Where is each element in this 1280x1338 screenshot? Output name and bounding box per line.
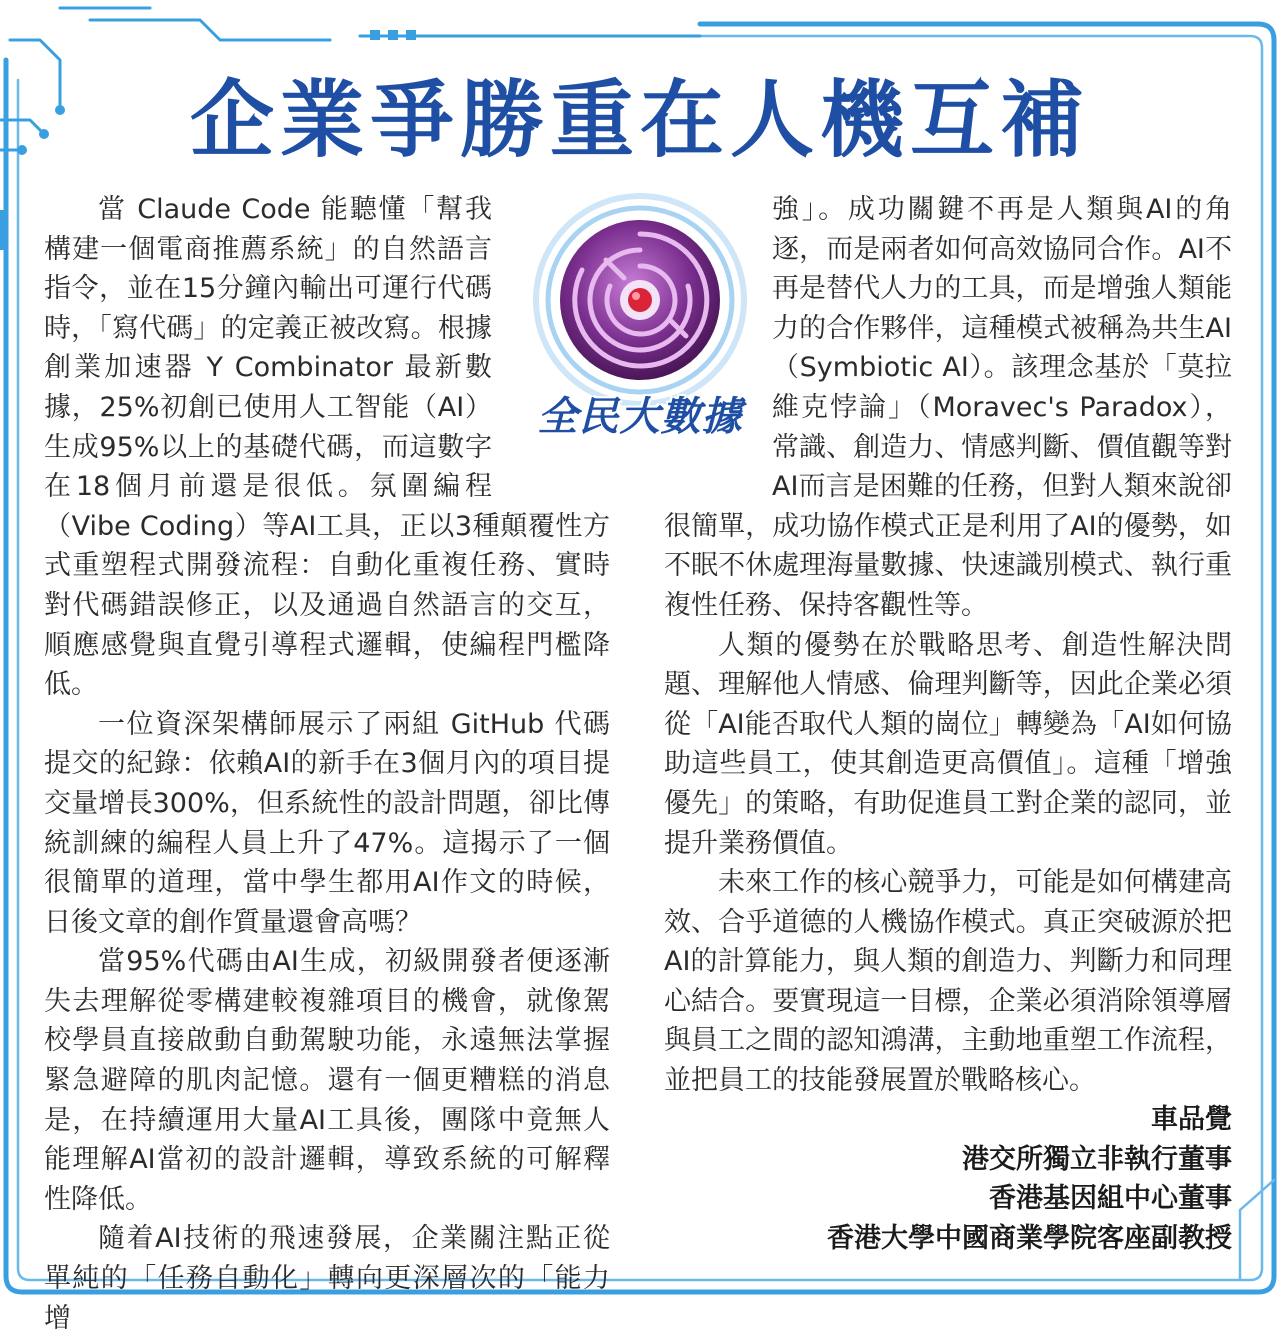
paragraph: 強」。成功關鍵不再是人類與AI的角逐，而是兩者如何高效協同合作。AI不再是替代人力的工具，而是增強人類能力的合作夥伴，這種模式被稱為共生AI（Symbiotic AI）。該理念基於「莫拉維克悖論」（Moravec's Paradox），常識、創造力、情感判斷、價值觀等對AI而言是困難的任務，但對人類來說卻很簡單，成功協作模式正是利用了AI的優勢，如不眠不休處理海量數據、快速識別模式、執行重複性任務、保持客觀性等。 (664, 194, 1232, 621)
emblem-wrap-space-left (492, 190, 610, 468)
article-column-left (44, 190, 610, 1338)
author-title: 香港大學中國商業學院客座副教授 (827, 1222, 1232, 1254)
paragraph: 一位資深架構師展示了兩組 GitHub 代碼提交的紀錄：依賴AI的新手在3個月內的項目提交量增長300%，但系統性的設計問題，卻比傳統訓練的編程人員上升了47%。這揭示了一個很簡單的道理，當中學生都用AI作文的時候，日後文章的創作質量還會高嗎？ (44, 708, 610, 938)
paragraph: 未來工作的核心競爭力，可能是如何構建高效、合乎道德的人機協作模式。真正突破源於把AI的計算能力，與人類的創造力、判斷力和同理心結合。要實現這一目標，企業必須消除領導層與員工之間的認知鴻溝，主動地重塑工作流程，並把員工的技能發展置於戰略核心。 (664, 867, 1232, 1097)
column-label: 全民大數據 (537, 394, 743, 440)
article-headline: 企業爭勝重在人機互補 (189, 70, 1090, 169)
author-byline (827, 1100, 1232, 1258)
paragraph: 隨着AI技術的飛速發展，企業關注點正從單純的「任務自動化」轉向更深層次的「能力增 (44, 1223, 610, 1334)
author-title: 港交所獨立非執行董事 (962, 1143, 1232, 1175)
paragraph: 當 Claude Code 能聽懂「幫我構建一個電商推薦系統」的自然語言指令，並在15分鐘內輸出可運行代碼時，「寫代碼」的定義正被改寫。根據創業加速器 Y Combinator 最新數據，25%初創已使用人工智能（AI）生成95%以上的基礎代碼，而這數字在18個月前還是很低。氛圍編程（Vibe Coding）等AI工具，正以3種顛覆性方式重塑程式開發流程：自動化重複任務、實時對代碼錯誤修正，以及通過自然語言的交互，順應感覺與直覺引導程式邏輯，使編程門檻降低。 (44, 194, 610, 701)
paragraph: 人類的優勢在於戰略思考、創造性解決問題、理解他人情感、倫理判斷等，因此企業必須從「AI能否取代人類的崗位」轉變為「AI如何協助這些員工，使其創造更高價值」。這種「增強優先」的策略，有助促進員工對企業的認同，並提升業務價值。 (664, 629, 1232, 859)
author-title: 香港基因組中心董事 (989, 1183, 1232, 1215)
emblem-wrap-space-right (664, 190, 772, 468)
article-column-right (664, 190, 1232, 1101)
paragraph: 當95%代碼由AI生成，初級開發者便逐漸失去理解從零構建較複雜項目的機會，就像駕校學員直接啟動自動駕駛功能，永遠無法掌握緊急避障的肌肉記憶。還有一個更糟糕的消息是，在持續運用大量AI工具後，團隊中竟無人能理解AI當初的設計邏輯，導致系統的可解釋性降低。 (44, 946, 610, 1215)
author-name: 車品覺 (1151, 1104, 1232, 1135)
